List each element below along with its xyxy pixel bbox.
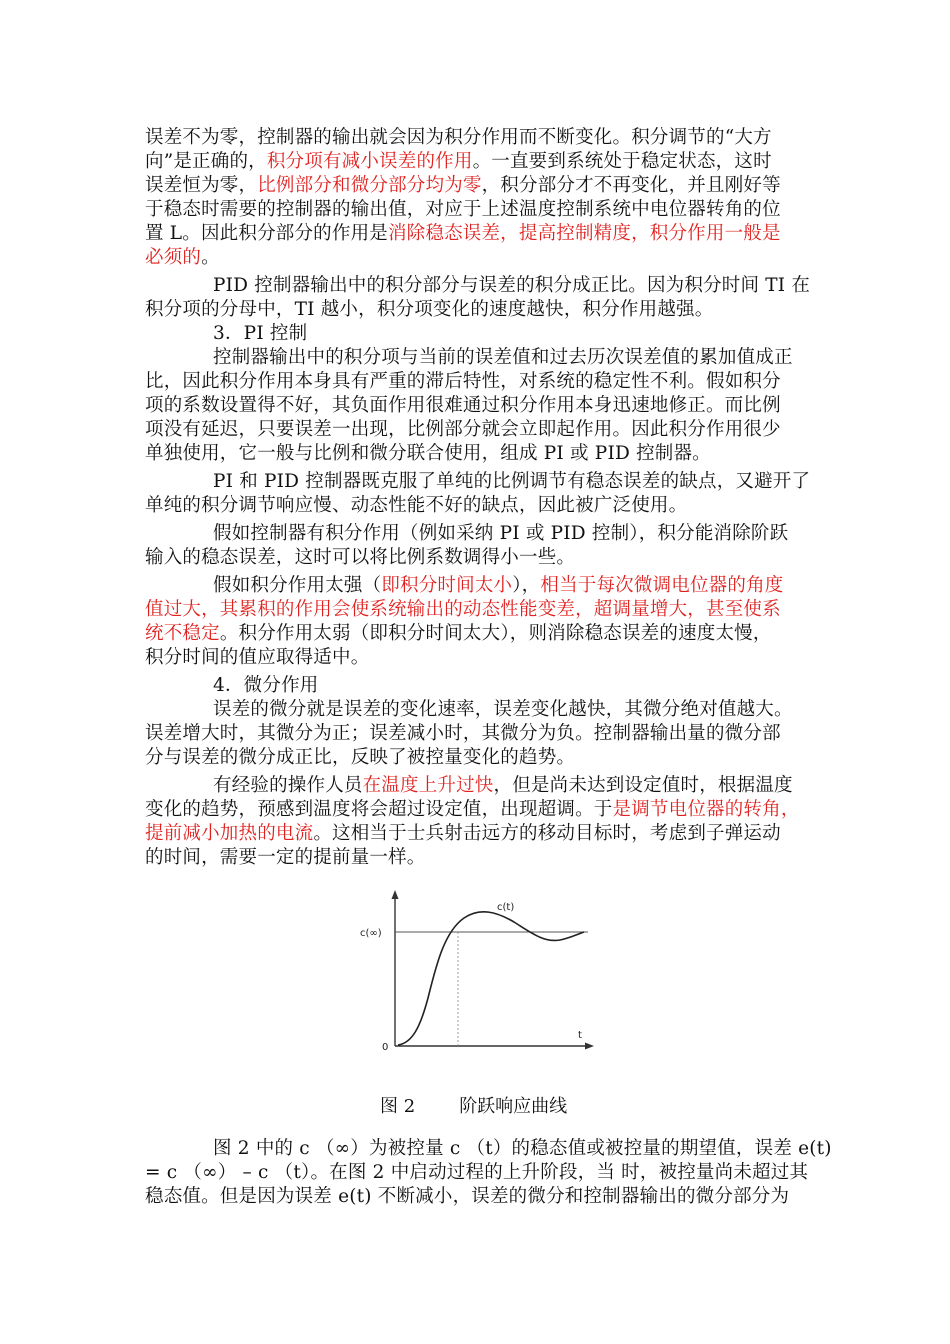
text-line: [145, 722, 781, 746]
text-segment: 图 2 中的 c （∞）为被控量 c （t）的稳态值或被控量的期望值，误差 e(t): [213, 1138, 832, 1159]
text-line: [145, 546, 575, 570]
text-line: [145, 622, 772, 646]
text-line: [145, 442, 711, 466]
text-segment: 置 L。因此积分部分的作用是: [145, 223, 388, 244]
text-line: [213, 522, 788, 546]
highlighted-text: 积分项有减小误差的作用: [266, 151, 473, 172]
text-segment: 4．微分作用: [213, 675, 319, 696]
text-segment: 稳态值。但是因为误差 e(t) 不断减小，误差的微分和控制器输出的微分部分为: [145, 1186, 790, 1207]
text-line: [145, 646, 369, 670]
text-line: [145, 298, 713, 322]
steady-value-label: c(∞): [360, 928, 382, 939]
text-line: [145, 370, 781, 394]
caption-text: 阶跃响应曲线: [459, 1096, 568, 1117]
text-segment: 项的系数设置得不好，其负面作用很难通过积分作用本身迅速地修正。而比例: [145, 395, 781, 416]
text-segment: ），: [512, 575, 541, 596]
text-segment: 控制器输出中的积分项与当前的误差值和过去历次误差值的累加值成正: [213, 347, 793, 368]
text-segment: 3．PI 控制: [213, 323, 308, 344]
text-segment: 。这相当于士兵射击远方的移动目标时，考虑到子弹运动: [313, 823, 781, 844]
text-segment: 误差恒为零，: [145, 175, 258, 196]
text-segment: 于稳态时需要的控制器的输出值，对应于上述温度控制系统中电位器转角的位: [145, 199, 781, 220]
text-segment: 单纯的积分调节响应慢、动态性能不好的缺点，因此被广泛使用。: [145, 495, 688, 516]
text-line: [213, 774, 793, 798]
text-segment: 。积分作用太弱（即积分时间太大），则消除稳态误差的速度太慢，: [219, 623, 772, 644]
text-segment: 有经验的操作人员: [213, 775, 363, 796]
text-segment: 项没有延迟，只要误差一出现，比例部分就会立即起作用。因此积分作用很少: [145, 419, 781, 440]
text-line: [145, 394, 781, 418]
text-segment: 的时间，需要一定的提前量一样。: [145, 847, 426, 868]
text-line: [145, 246, 220, 270]
highlighted-text: 消除稳态误差，提高控制精度，积分作用一般是: [387, 223, 781, 244]
highlighted-text: 在温度上升过快: [362, 775, 494, 796]
text-line: [145, 822, 781, 846]
step-response-figure: [352, 888, 597, 1058]
text-line: [213, 322, 307, 346]
t-axis-label: t: [578, 1030, 582, 1041]
highlighted-text: 是调节电位器的转角，: [612, 799, 800, 820]
text-segment: 积分时间的值应取得适中。: [145, 647, 370, 668]
highlighted-text: 相当于每次微调电位器的角度: [540, 575, 784, 596]
highlighted-text: 值过大，其累积的作用会使系统输出的动态性能变差，超调量增大，甚至使系: [145, 599, 781, 620]
text-segment: ，积分部分才不再变化，并且刚好等: [481, 175, 781, 196]
text-line: [145, 846, 426, 870]
text-line: [145, 494, 687, 518]
text-segment: 。一直要到系统处于稳定状态，这时: [472, 151, 772, 172]
text-segment: 假如控制器有积分作用（例如采纳 PI 或 PID 控制），积分能消除阶跃: [213, 523, 789, 544]
text-segment: 变化的趋势，预感到温度将会超过设定值，出现超调。于: [145, 799, 613, 820]
text-segment: ，但是尚未达到设定值时，根据温度: [493, 775, 793, 796]
text-line: [213, 1137, 832, 1161]
text-segment: 输入的稳态误差，这时可以将比例系数调得小一些。: [145, 547, 576, 568]
text-line: [145, 126, 772, 150]
text-segment: = c （∞） – c （t）。在图 2 中启动过程的上升阶段，当 时，被控量尚未超过其: [145, 1162, 809, 1183]
highlighted-text: 即积分时间太小: [381, 575, 513, 596]
text-segment: 积分项的分母中，TI 越小，积分项变化的速度越快，积分作用越强。: [145, 299, 714, 320]
text-line: [145, 1185, 789, 1209]
step-response-graph: [352, 888, 597, 1058]
text-line: [145, 1161, 808, 1185]
figure-caption: [380, 1095, 567, 1119]
text-line: [213, 346, 793, 370]
curve-label: c(t): [497, 902, 515, 913]
text-line: [213, 674, 318, 698]
text-line: [213, 274, 810, 298]
x-axis-arrow-icon: [585, 1043, 594, 1050]
y-axis-arrow-icon: [392, 890, 399, 899]
text-line: [145, 798, 800, 822]
text-segment: 分与误差的微分成正比，反映了被控量变化的趋势。: [145, 747, 576, 768]
text-line: [213, 574, 783, 598]
text-line: [145, 198, 781, 222]
caption-number: 图 2: [380, 1096, 416, 1117]
text-segment: 向”是正确的，: [145, 151, 267, 172]
text-segment: 误差的微分就是误差的变化速率，误差变化越快，其微分绝对值越大。: [213, 699, 793, 720]
text-line: [145, 174, 781, 198]
text-segment: 假如积分作用太强（: [213, 575, 382, 596]
text-line: [213, 698, 793, 722]
text-segment: 单独使用，它一般与比例和微分联合使用，组成 PI 或 PID 控制器。: [145, 443, 711, 464]
text-segment: PID 控制器输出中的积分部分与误差的积分成正比。因为积分时间 TI 在: [213, 275, 811, 296]
text-line: [145, 746, 575, 770]
text-line: [145, 598, 781, 622]
highlighted-text: 必须的: [145, 247, 202, 268]
text-segment: 。: [201, 247, 220, 268]
text-segment: PI 和 PID 控制器既克服了单纯的比例调节有稳态误差的缺点，又避开了: [213, 471, 811, 492]
text-segment: 误差不为零，控制器的输出就会因为积分作用而不断变化。积分调节的“大方: [145, 127, 772, 148]
text-line: [145, 222, 781, 246]
text-segment: 比，因此积分作用本身具有严重的滞后特性，对系统的稳定性不利。假如积分: [145, 371, 781, 392]
text-line: [213, 470, 810, 494]
origin-label: 0: [382, 1042, 389, 1053]
text-line: [145, 150, 772, 174]
text-line: [145, 418, 781, 442]
text-segment: 误差增大时，其微分为正；误差减小时，其微分为负。控制器输出量的微分部: [145, 723, 781, 744]
highlighted-text: 提前减小加热的电流: [145, 823, 314, 844]
highlighted-text: 统不稳定: [145, 623, 220, 644]
highlighted-text: 比例部分和微分部分均为零: [257, 175, 482, 196]
